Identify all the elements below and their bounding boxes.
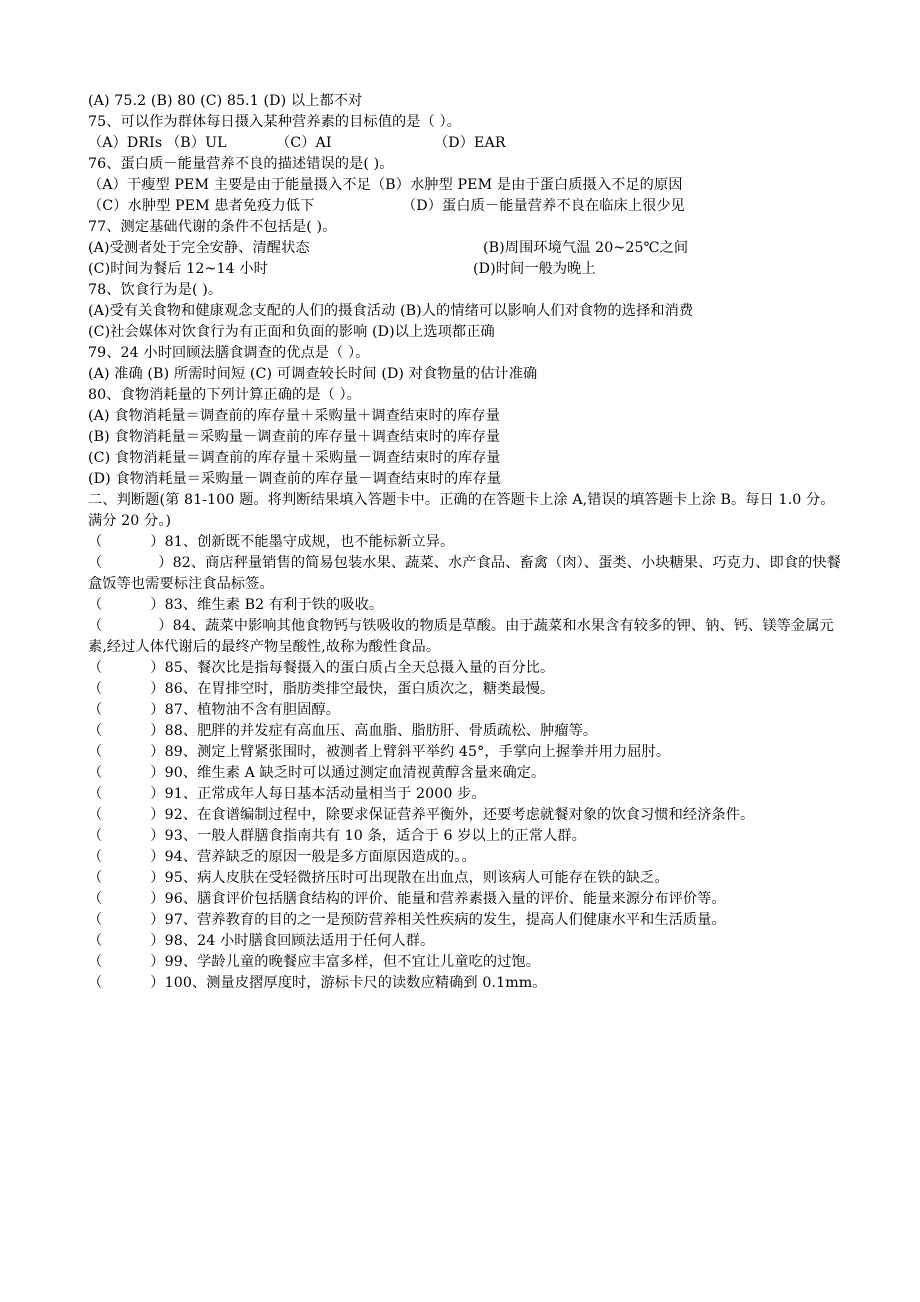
blank-open: （ <box>88 534 103 550</box>
blank-open: （ <box>88 660 103 676</box>
blank-open: （ <box>88 618 103 634</box>
blank-close: ） <box>150 723 165 739</box>
q74-options: (A) 75.2 (B) 80 (C) 85.1 (D) 以上都不对 <box>88 93 363 109</box>
q79-options: (A) 准确 (B) 所需时间短 (C) 可调查较长时间 (D) 对食物量的估计准确 <box>88 366 538 382</box>
blank-close: ） <box>150 534 165 550</box>
q75-option-d: （D）EAR <box>434 135 506 151</box>
q76-option-d: （D）蛋白质－能量营养不良在临床上很少见 <box>402 198 685 214</box>
tf-item-text: 90、维生素 A 缺乏时可以通过测定血清视黄醇含量来确定。 <box>164 765 546 781</box>
tf-item-text: 96、膳食评价包括膳食结构的评价、能量和营养素摄入量的评价、能量来源分布评价等。 <box>164 891 726 907</box>
blank-open: （ <box>88 597 103 613</box>
blank-open: （ <box>88 555 103 571</box>
q75-option-b: （B）UL <box>166 135 227 151</box>
q80-question: 80、食物消耗量的下列计算正确的是（ ）。 <box>88 387 361 403</box>
blank-close: ） <box>150 975 165 991</box>
q77-option-a: (A)受测者处于完全安静、清醒状态 <box>88 240 310 256</box>
blank-close: ） <box>150 828 165 844</box>
q78-question: 78、饮食行为是( )。 <box>88 282 223 298</box>
q77-options-cd <box>88 259 848 280</box>
tf-item <box>88 595 848 616</box>
tf-item <box>88 616 848 658</box>
tf-item <box>88 721 848 742</box>
tf-item <box>88 679 848 700</box>
tf-item <box>88 952 848 973</box>
blank-open: （ <box>88 891 103 907</box>
blank-close: ） <box>150 912 165 928</box>
q78-options-cd: (C)社会媒体对饮食行为有正面和负面的影响 (D)以上选项都正确 <box>88 324 495 340</box>
tf-item-text: 98、24 小时膳食回顾法适用于任何人群。 <box>164 933 435 949</box>
tf-item <box>88 784 848 805</box>
tf-item-text: 87、植物油不含有胆固醇。 <box>164 702 341 718</box>
tf-item <box>88 742 848 763</box>
tf-item-text: 95、病人皮肤在受轻微挤压时可出现散在出血点，则该病人可能存在铁的缺乏。 <box>164 870 669 886</box>
blank-open: （ <box>88 849 103 865</box>
tf-item-text: 97、营养教育的目的之一是预防营养相关性疾病的发生，提高人们健康水平和生活质量。 <box>164 912 726 928</box>
blank-open: （ <box>88 702 103 718</box>
tf-item <box>88 553 848 595</box>
q75-option-a: （A）DRIs <box>88 135 163 151</box>
q76-option-c: （C）水肿型 PEM 患者免疫力低下 <box>88 198 315 214</box>
blank-close: ） <box>150 786 165 802</box>
tf-item <box>88 763 848 784</box>
blank-close: ） <box>150 660 165 676</box>
q79-question: 79、24 小时回顾法膳食调查的优点是（ ）。 <box>88 345 370 361</box>
q77-question: 77、测定基础代谢的条件不包括是( )。 <box>88 219 337 235</box>
tf-item-text: 85、餐次比是指每餐摄入的蛋白质占全天总摄入量的百分比。 <box>164 660 555 676</box>
tf-item-text: 88、肥胖的并发症有高血压、高血脂、脂肪肝、骨质疏松、肿瘤等。 <box>164 723 598 739</box>
tf-item-text: 82、商店秤量销售的简易包装水果、蔬菜、水产食品、畜禽（肉）、蛋类、小块糖果、巧克力、即食的快餐盒饭等也需要标注食品标签。 <box>88 555 841 592</box>
q75-question: 75、可以作为群体每日摄入某种营养素的目标值的是（ ）。 <box>88 114 461 130</box>
tf-item <box>88 910 848 931</box>
q75-options <box>88 133 848 154</box>
q80-option-c: (C) 食物消耗量＝调查前的库存量＋采购量－调查结束时的库存量 <box>88 450 501 466</box>
blank-close: ） <box>150 744 165 760</box>
blank-close: ） <box>158 555 173 571</box>
true-false-list <box>88 532 848 994</box>
blank-open: （ <box>88 870 103 886</box>
tf-item <box>88 805 848 826</box>
tf-item-text: 91、正常成年人每日基本活动量相当于 2000 步。 <box>164 786 486 802</box>
tf-item-text: 84、蔬菜中影响其他食物钙与铁吸收的物质是草酸。由于蔬菜和水果含有较多的钾、钠、钙、镁等金属元素,经过人体代谢后的最终产物呈酸性,故称为酸性食品。 <box>88 618 834 655</box>
blank-close: ） <box>150 807 165 823</box>
blank-open: （ <box>88 912 103 928</box>
blank-open: （ <box>88 807 103 823</box>
tf-item-text: 83、维生素 B2 有利于铁的吸收。 <box>164 597 384 613</box>
tf-item-text: 94、营养缺乏的原因一般是多方面原因造成的。。 <box>164 849 476 865</box>
blank-open: （ <box>88 954 103 970</box>
blank-open: （ <box>88 975 103 991</box>
q77-option-d: (D)时间一般为晚上 <box>473 261 596 277</box>
tf-item-text: 89、测定上臂紧张围时，被测者上臂斜平举约 45°，手掌向上握拳并用力屈肘。 <box>164 744 671 760</box>
q76-options-cd <box>88 196 848 217</box>
tf-item <box>88 931 848 952</box>
blank-close: ） <box>150 597 165 613</box>
tf-item-text: 86、在胃排空时，脂肪类排空最快，蛋白质次之，糖类最慢。 <box>164 681 555 697</box>
tf-item <box>88 700 848 721</box>
tf-item <box>88 847 848 868</box>
tf-item-text: 93、一般人群膳食指南共有 10 条，适合于 6 岁以上的正常人群。 <box>164 828 586 844</box>
q77-option-c: (C)时间为餐后 12~14 小时 <box>88 261 268 277</box>
q76-question: 76、蛋白质－能量营养不良的描述错误的是( )。 <box>88 156 394 172</box>
tf-item-text: 99、学龄儿童的晚餐应丰富多样，但不宜让儿童吃的过饱。 <box>164 954 541 970</box>
tf-item <box>88 889 848 910</box>
blank-open: （ <box>88 723 103 739</box>
tf-item <box>88 868 848 889</box>
q80-option-b: (B) 食物消耗量＝采购量－调查前的库存量＋调查结束时的库存量 <box>88 429 501 445</box>
q80-option-a: (A) 食物消耗量＝调查前的库存量＋采购量＋调查结束时的库存量 <box>88 408 500 424</box>
tf-item <box>88 973 848 994</box>
blank-close: ） <box>150 891 165 907</box>
q78-options-ab: (A)受有关食物和健康观念支配的人们的摄食活动 (B)人的情绪可以影响人们对食物的选择和消费 <box>88 303 694 319</box>
tf-item-text: 100、测量皮摺厚度时，游标卡尺的读数应精确到 0.1mm。 <box>164 975 547 991</box>
blank-close: ） <box>158 618 173 634</box>
q80-option-d: (D) 食物消耗量＝采购量－调查前的库存量－调查结束时的库存量 <box>88 471 502 487</box>
blank-close: ） <box>150 765 165 781</box>
section-2-heading: 二、判断题(第 81-100 题。将判断结果填入答题卡中。正确的在答题卡上涂 A,错误的填答题卡上涂 B。每日 1.0 分。满分 20 分。) <box>88 492 835 529</box>
blank-open: （ <box>88 828 103 844</box>
q77-options-ab <box>88 238 848 259</box>
blank-open: （ <box>88 744 103 760</box>
blank-close: ） <box>150 933 165 949</box>
blank-open: （ <box>88 933 103 949</box>
blank-open: （ <box>88 765 103 781</box>
q76-options-ab: （A）干瘦型 PEM 主要是由于能量摄入不足（B）水肿型 PEM 是由于蛋白质摄入不足的原因 <box>88 177 683 193</box>
tf-item <box>88 658 848 679</box>
tf-item-text: 92、在食谱编制过程中，除要求保证营养平衡外，还要考虑就餐对象的饮食习惯和经济条件。 <box>164 807 755 823</box>
blank-close: ） <box>150 849 165 865</box>
blank-open: （ <box>88 786 103 802</box>
blank-open: （ <box>88 681 103 697</box>
blank-close: ） <box>150 681 165 697</box>
blank-close: ） <box>150 954 165 970</box>
tf-item <box>88 532 848 553</box>
tf-item <box>88 826 848 847</box>
q77-option-b: (B)周围环境气温 20~25℃之间 <box>483 240 689 256</box>
blank-close: ） <box>150 870 165 886</box>
tf-item-text: 81、创新既不能墨守成规，也不能标新立异。 <box>164 534 455 550</box>
q75-option-c: （C）AI <box>276 135 332 151</box>
exam-content <box>88 91 848 994</box>
blank-close: ） <box>150 702 165 718</box>
